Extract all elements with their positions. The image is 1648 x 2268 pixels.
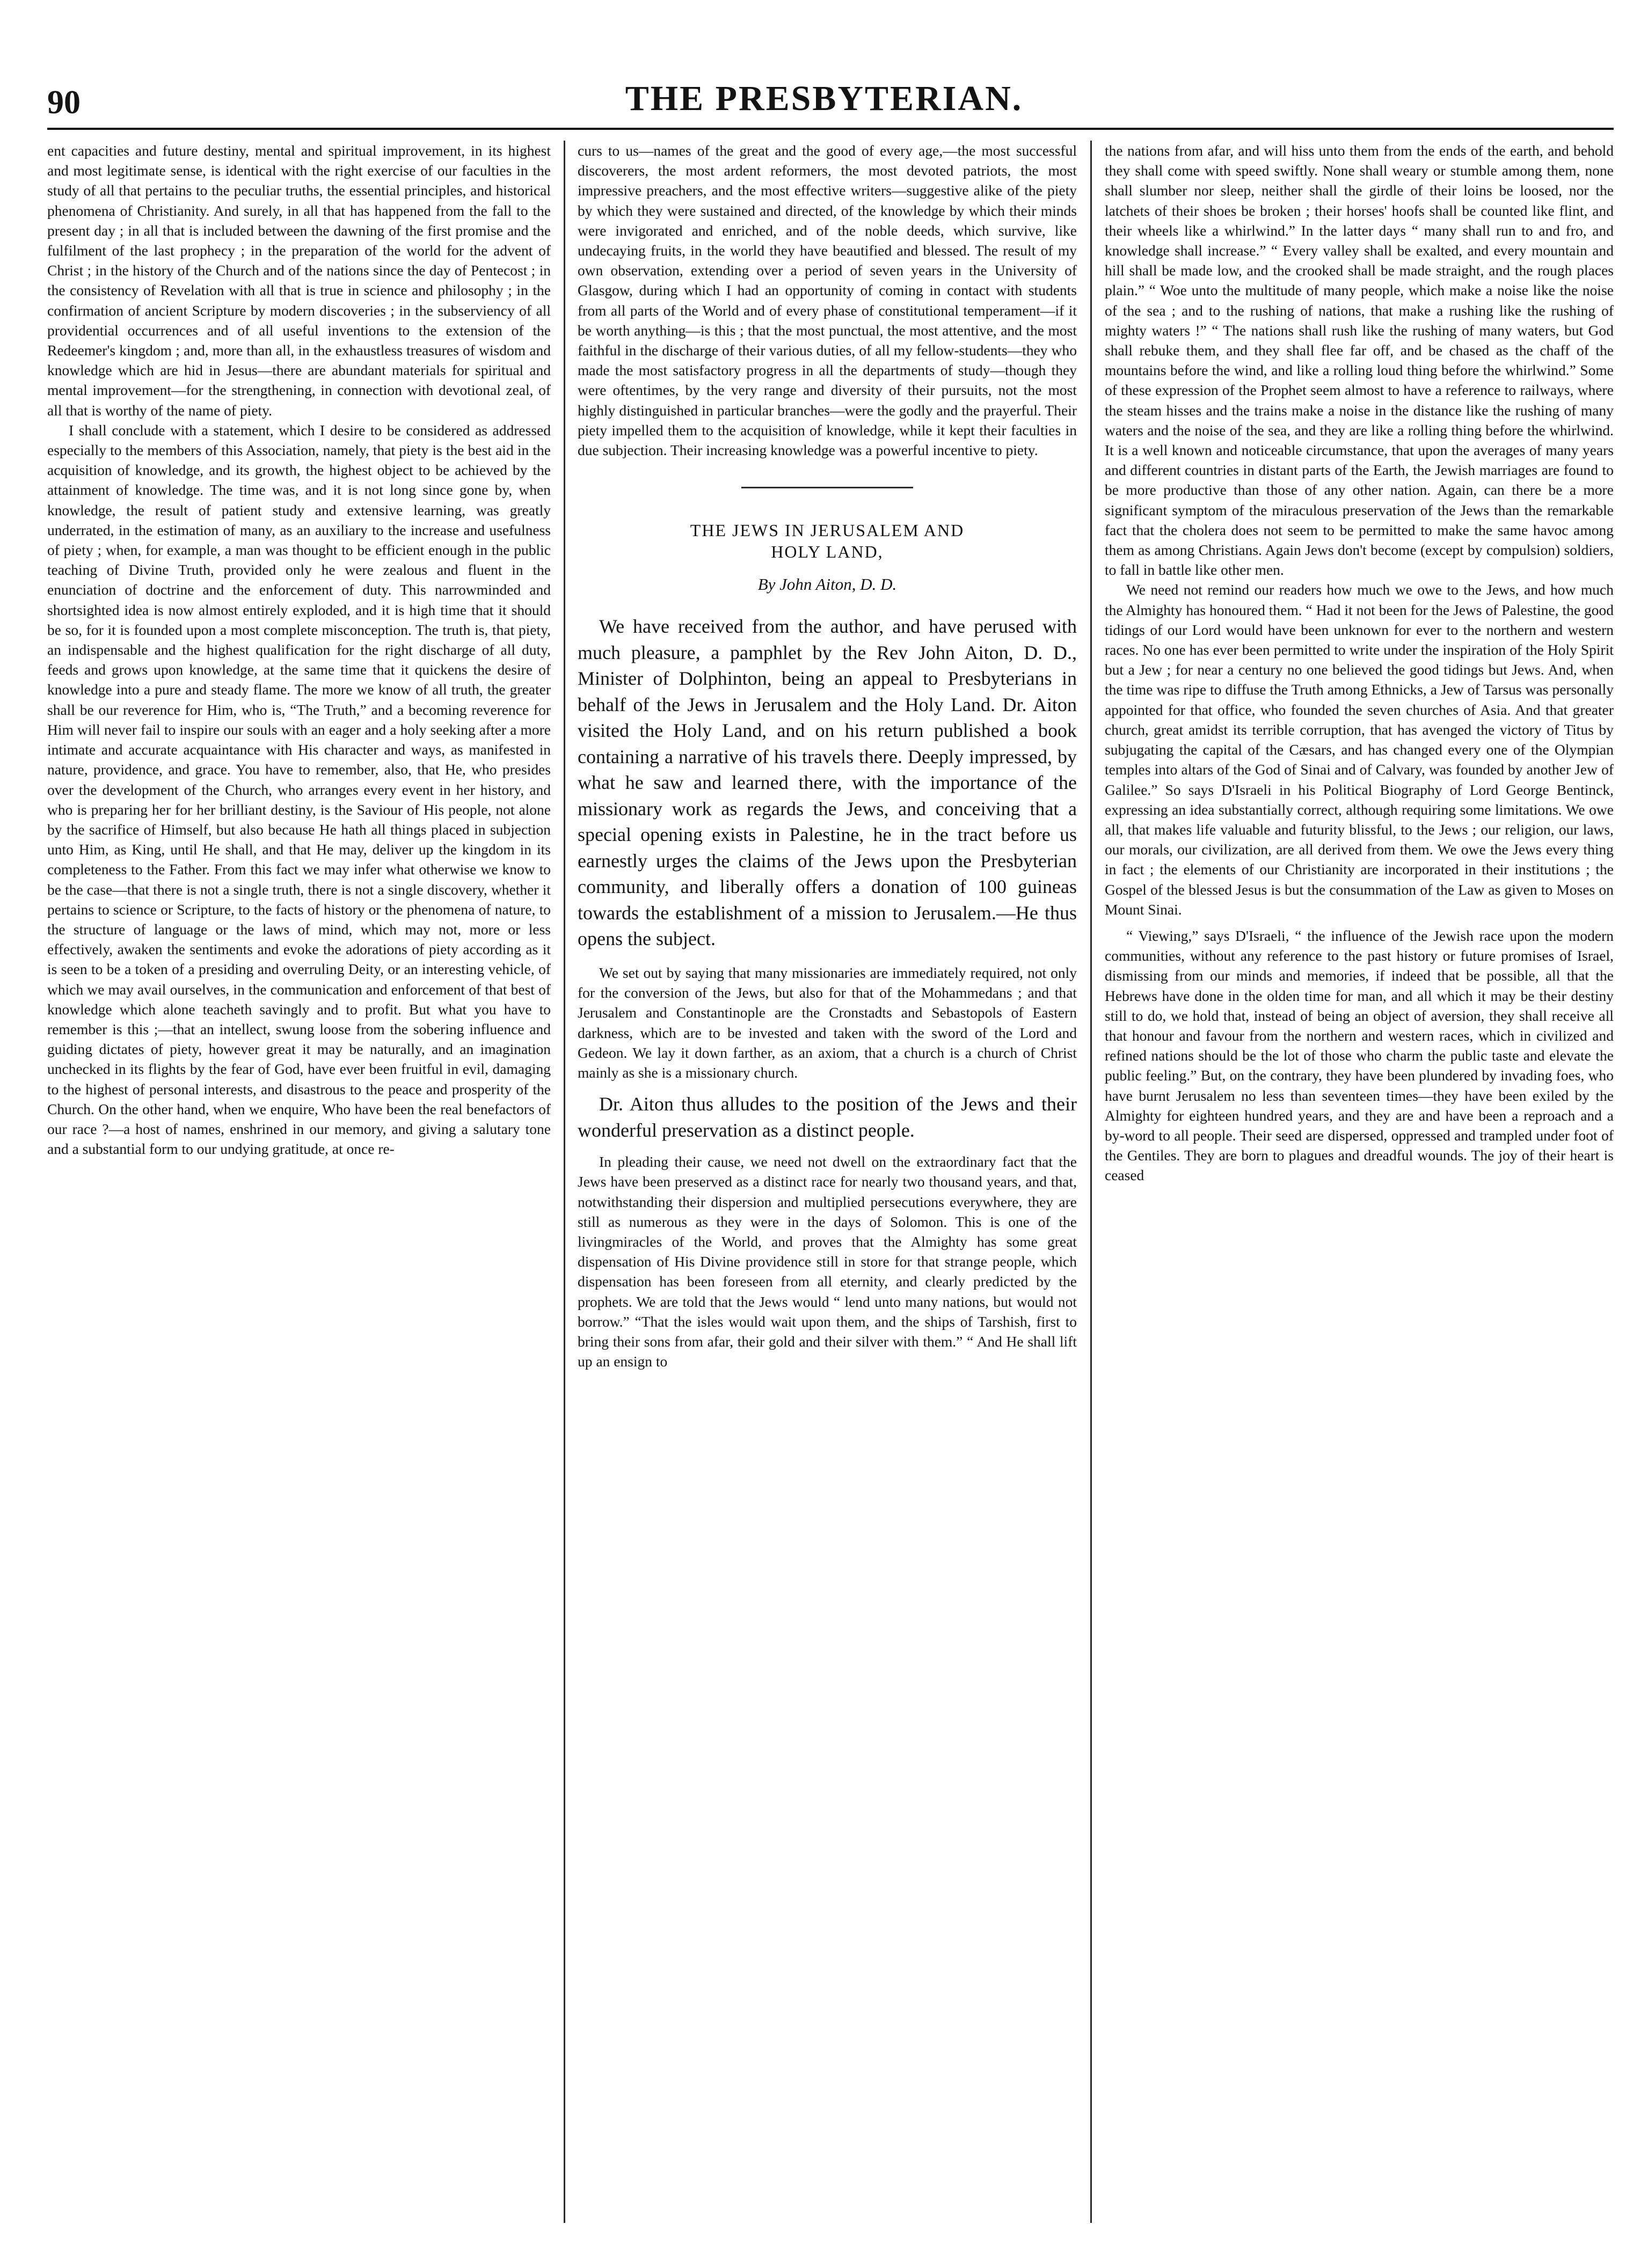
- article-transition: Dr. Aiton thus alludes to the position of the Jews and their wonderful preservation as a distinct people.: [578, 1093, 1077, 1141]
- article-byline: By John Aiton, D. D.: [757, 575, 897, 594]
- header-rule: [47, 128, 1614, 130]
- publication-title: THE PRESBYTERIAN.: [625, 79, 1023, 118]
- column-1: [47, 141, 551, 2223]
- article-title-line-1: THE JEWS IN JERUSALEM AND: [690, 521, 965, 540]
- article-intro: We have received from the author, and have perused with much pleasure, a pamphlet by the Rev John Aiton, D. D., Minister of Dolphinton, being an appeal to Presbyterians in behalf of the Jews in Jerusalem and the Holy Land. Dr. Aiton visited the Holy Land, and on his return published a book containing a narrative of his travels there. Deeply impressed, by what he saw and learned there, with the importance of the missionary work as regards the Jews, and conceiving that a special opening exists in Palestine, he in the tract before us earnestly urges the claims of the Jews upon the Presbyterian community, and liberally offers a donation of 100 guineas towards the establishment of a mission to Jerusalem.—He thus opens the subject.: [578, 616, 1077, 950]
- column-2: [578, 141, 1077, 2223]
- column-divider-2: [1090, 141, 1092, 2223]
- article-title: [588, 520, 1066, 562]
- col3-paragraph-3: “ Viewing,” says D'Israeli, “ the influence of the Jewish race upon the modern communities, without any reference to the past history or future promises of Israel, dismissing from our minds and memories, if indeed that be possible, all that the Hebrews have done in the olden time for man, and all which it may be their destiny still to do, we hold that, instead of being an object of aversion, they shall receive all that honour and favour from the northern and western races, which in civilized and refined nations should be the lot of those who charm the public taste and elevate the public feeling.” But, on the contrary, they have been plundered by invading foes, who have burnt Jerusalem no less than seventeen times—they have been exiled by the Almighty for eighteen hundred years, and they are and have been a reproach and a by-word to all people. Their seed are dispersed, oppressed and trampled under foot of the Gentiles. They are born to plagues and dreadful wounds. The joy of their heart is ceased: [1105, 927, 1614, 1184]
- col3-paragraph-1: the nations from afar, and will hiss unto them from the ends of the earth, and behold they shall come with speed swiftly. None shall weary or stumble among them, none shall slumber nor sleep, neither shall the girdle of their loins be loosed, nor the latchets of their shoes be broken ; their horses' hoofs shall be counted like flint, and their wheels like a whirlwind.” In the latter days “ many shall run to and fro, and knowledge shall increase.” “ Every valley shall be exalted, and every mountain and hill shall be made low, and the crooked shall be made straight, and the rough places plain.” “ Woe unto the multitude of many people, which make a noise like the noise of the sea ; and to the rushing of nations, that make a rushing like the rushing of mighty waters !” “ The nations shall rush like the rushing of many waters, but God shall rebuke them, and they shall flee far off, and be chased as the chaff of the mountains before the wind, and like a rolling loud thing before the whirlwind.” Some of these expression of the Prophet seem almost to have a reference to railways, where the steam hisses and the trains make a noise in the distance like the rushing of many waters and the noise of the sea, and they are like a rolling thing before the whirlwind. It is a well known and noticeable circumstance, that upon the averages of many years and different countries in distant parts of the Earth, the Jewish marriages are found to be more productive than those of any other nation. Again, can there be a more significant symptom of the miraculous preservation of the Jews than the remarkable fact that the cholera does not seem to be permitted to make the same havoc among them as among Christians. Again Jews don't become (except by compulsion) soldiers, to fall in battle like other men.: [1105, 142, 1614, 579]
- quote-paragraph-2: In pleading their cause, we need not dwell on the extraordinary fact that the Jews have been preserved as a distinct race for nearly two thousand years, and that, notwithstanding their dispersion and multiplied persecutions everywhere, they are still as numerous as they were in the days of Solomon. This is one of the livingmiracles of the World, and proves that the Almighty has some great dispensation of His Divine providence still in store for that strange people, which dispensation has been foreseen from all eternity, and clearly predicted by the prophets. We are told that the Jews would “ lend unto many nations, but would not borrow.” “That the isles would wait upon them, and the ships of Tarshish, first to bring their sons from afar, their gold and their silver with them.” “ And He shall lift up an ensign to: [578, 1153, 1077, 1370]
- quote-paragraph-1: We set out by saying that many missionaries are immediately required, not only for the conversion of the Jews, but also for that of the Mohammedans ; and that Jerusalem and Constantinople are the Cronstadts and Sebastopols of Eastern darkness, which are to be invested and taken with the sword of the Lord and Gedeon. We lay it down farther, as an axiom, that a church is a church of Christ mainly as she is a missionary church.: [578, 964, 1077, 1081]
- article-title-line-2: HOLY LAND,: [771, 542, 884, 562]
- article-separator: [741, 487, 913, 488]
- col2-paragraph-1: curs to us—names of the great and the good of every age,—the most successful discoverers, the most ardent reformers, the most devoted patriots, the most impressive preachers, and the most effective writers—suggestive alike of the piety by which they were sustained and directed, of the knowledge by which their minds were invigorated and enriched, and of the noble deeds, which survive, like undecaying fruits, in the world they have beautified and blessed. The result of my own observation, extending over a period of seven years in the University of Glasgow, during which I had an opportunity of coming in contact with students from all parts of the World and of every phase of constitutional temperament—if it be worth anything—is this ; that the most punctual, the most attentive, and the most faithful in the discharge of their various duties, of all my fellow-students—they who made the most satisfactory progress in all the departments of study—though they were oftentimes, by the very range and diversity of their pursuits, not the most highly distinguished in particular branches—were the godly and the prayerful. Their piety impelled them to the acquisition of knowledge, while it kept their faculties in due subjection. Their increasing knowledge was a powerful incentive to piety.: [578, 142, 1077, 459]
- column-3: [1105, 141, 1614, 2223]
- col3-paragraph-2: We need not remind our readers how much we owe to the Jews, and how much the Almighty has honoured them. “ Had it not been for the Jews of Palestine, the good tidings of our Lord would have been unknown for ever to the northern and western races. No one has ever been permitted to write under the inspiration of the Holy Spirit but a Jew ; for near a century no one believed the good tidings but Jews. And, when the time was ripe to diffuse the Truth among Ethnicks, a Jew of Tarsus was personally appointed for that office, who founded the seven churches of Asia. And that greater church, great amidst its terrible corruption, that has avenged the victory of Titus by subjugating the capital of the Cæsars, and has changed every one of the Olympian temples into altars of the God of Sinai and of Calvary, was founded by another Jew of Galilee.” So says D'Israeli in his Political Biography of Lord George Bentinck, expressing an idea substantially correct, although requiring some limitations. We owe all, that makes life valuable and futurity blissful, to the Jews ; our religion, our laws, our morals, our civilization, are all derived from them. We owe the Jews every thing in fact ; the elements of our Christianity are incorporated in their institutions ; the Gospel of the blessed Jesus is but the consummation of the Law as given to Moses on Mount Sinai.: [1105, 581, 1614, 918]
- page-number: 90: [47, 84, 81, 121]
- column-divider-1: [564, 141, 565, 2223]
- col1-paragraph-2: I shall conclude with a statement, which I desire to be considered as addressed especially to the members of this Association, namely, that piety is the best aid in the acquisition of knowledge, and its growth, the highest object to be achieved by the attainment of knowledge. The time was, and it is not long since gone by, when knowledge, the result of patient study and extensive learning, was greatly underrated, in the estimation of many, as an auxiliary to the increase and usefulness of piety ; when, for example, a man was thought to be efficient enough in the public teaching of Divine Truth, provided only he were zealous and fluent in the enunciation of doctrine and the enforcement of duty. This narrowminded and shortsighted idea is now almost entirely exploded, and it is high time that it should be so, for it is founded upon a most complete misconception. The truth is, that piety, an indispensable and the highest qualification for the right discharge of all duty, feeds and grows upon knowledge, at the same time that it quickens the desire of knowledge into a pure and steady flame. The more we know of all truth, the greater shall be our reverence for Him, who is, “The Truth,” and a becoming reverence for Him will never fail to inspire our souls with an eager and a holy seeking after a more intimate and accurate acquaintance with His character and ways, as manifested in nature, providence, and grace. You have to remember, also, that He, who presides over the development of the Church, who arranges every event in her history, and who is preparing her for her brilliant destiny, is the Saviour of His people, not alone by the sacrifice of Himself, but also because He hath all things placed in subjection unto Him, as King, until He shall, and that He may, deliver up the kingdom in its completeness to the Father. From this fact we may infer what otherwise we know to be the case—that there is not a single truth, there is not a single discovery, whether it pertains to science or Scripture, to the facts of history or the phenomena of nature, to the structure of language or the laws of mind, which may not, more or less effectively, awaken the sentiments and evoke the adorations of piety according as it is seen to be a token of a presiding and overruling Deity, or an interesting vehicle, of which we may avail ourselves, in the communication and enforcement of that best of knowledge which alone teacheth savingly and to profit. But what you have to remember is this ;—that an intellect, swung loose from the sobering influence and guiding dictates of piety, however great it may be naturally, and an imagination unchecked in its flights by the fear of God, have ever been fruitful in evil, damaging to the highest of personal interests, and disastrous to the peace and prosperity of the Church. On the other hand, when we enquire, Who have been the real benefactors of our race ?—a host of names, enshrined in our memory, and giving a salutary tone and a substantial form to our undying gratitude, at once re-: [47, 421, 551, 1158]
- col1-paragraph-1: ent capacities and future destiny, mental and spiritual improvement, in its highest and most legitimate sense, is identical with the right exercise of our faculties in the study of all that pertains to the peculiar truths, the essential principles, and historical phenomena of Christianity. And surely, in all that has happened from the fall to the present day ; in all that is included between the dawning of the first promise and the fulfilment of the last prophecy ; in the preparation of the world for the advent of Christ ; in the history of the Church and of the nations since the day of Pentecost ; in the consistency of Revelation with all that is true in science and philosophy ; in the confirmation of ancient Scripture by modern discoveries ; in the subserviency of all providential occurrences and of all useful inventions to the extension of the Redeemer's kingdom ; and, more than all, in the exhaustless treasures of wisdom and knowledge which are hid in Jesus—there are abundant materials for spiritual and mental improvement—for the strengthening, in connection with devotional zeal, of all that is worthy of the name of piety.: [47, 142, 551, 419]
